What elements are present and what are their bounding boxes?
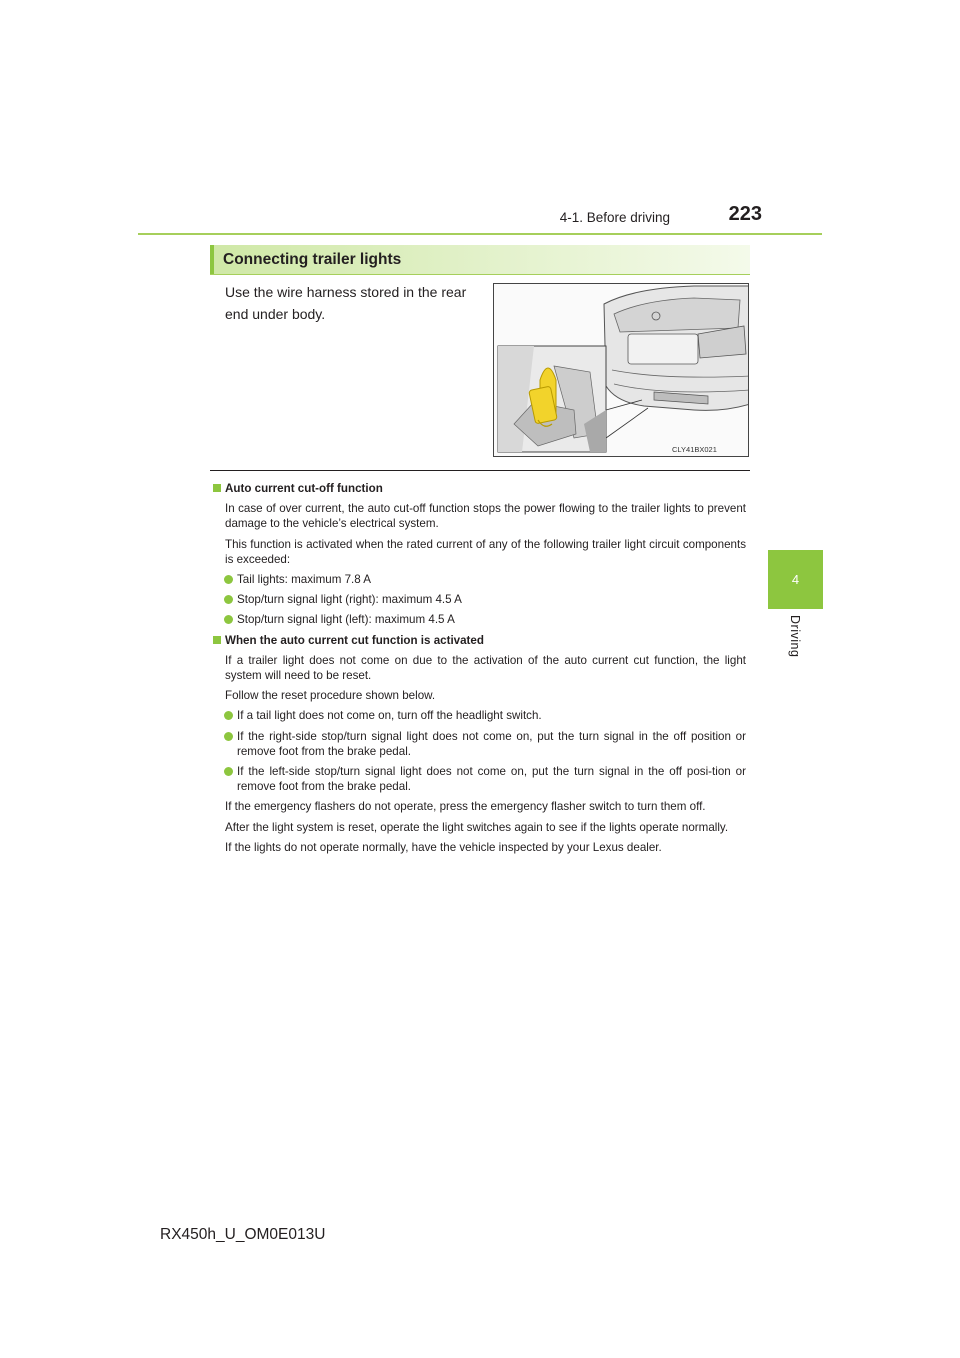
header-rule <box>138 233 822 235</box>
list-item-text: Stop/turn signal light (left): maximum 4.5 A <box>237 613 455 627</box>
list-item <box>210 592 746 607</box>
section-title-bar <box>210 245 750 275</box>
heading-text: Auto current cut-off function <box>225 482 383 495</box>
list-item <box>210 764 746 794</box>
heading-text: When the auto current cut function is activated <box>225 633 484 647</box>
chapter-label <box>768 615 823 675</box>
round-bullet-icon <box>224 615 233 624</box>
title-accent <box>210 245 214 274</box>
round-bullet-icon <box>224 767 233 776</box>
chapter-number: 4 <box>791 572 800 587</box>
list-item-text: If the left-side stop/turn signal light does not come on, put the turn signal in the off posi-tion or remove foot from the brake pedal. <box>237 765 746 794</box>
round-bullet-icon <box>224 711 233 720</box>
paragraph: After the light system is reset, operate the light switches again to see if the lights operate normally. <box>225 820 729 834</box>
header-section-title: 4-1. Before driving <box>559 210 670 225</box>
notes-body <box>210 481 746 860</box>
list-item <box>210 729 746 759</box>
list-item-text: Tail lights: maximum 7.8 A <box>237 573 372 587</box>
section-title: Connecting trailer lights <box>223 251 402 268</box>
page-number: 223 <box>728 203 762 225</box>
trailer-harness-illustration <box>493 283 749 457</box>
manual-code-footer: RX450h_U_OM0E013U <box>160 1226 326 1243</box>
square-bullet-icon <box>213 484 221 492</box>
heading-activated <box>210 633 746 648</box>
chapter-label-text: Driving <box>788 615 802 658</box>
round-bullet-icon <box>224 732 233 741</box>
paragraph: If the lights do not operate normally, have the vehicle inspected by your Lexus dealer. <box>225 840 662 854</box>
paragraph: If a trailer light does not come on due to the activation of the auto current cut function, the light system will need to be reset. <box>225 653 746 683</box>
paragraph: In case of over current, the auto cut-off function stops the power flowing to the trailer lights to prevent damage to the vehicle’s electrical system. <box>225 502 746 531</box>
list-item-text: Stop/turn signal light (right): maximum 4.5 A <box>237 593 462 607</box>
intro-text: Use the wire harness stored in the rear end under body. <box>225 284 467 322</box>
list-item <box>210 612 746 627</box>
list-item <box>210 572 746 587</box>
chapter-tab[interactable] <box>768 550 823 609</box>
paragraph: Follow the reset procedure shown below. <box>225 689 436 703</box>
figure-code: CLY41BX021 <box>672 445 717 454</box>
heading-auto-cutoff <box>210 481 746 496</box>
list-item-text: If a tail light does not come on, turn off the headlight switch. <box>237 709 542 723</box>
square-bullet-icon <box>213 636 221 644</box>
paragraph: This function is activated when the rated current of any of the following trailer light circuit components is exceeded: <box>225 537 746 566</box>
paragraph: If the emergency flashers do not operate, press the emergency flasher switch to turn them off. <box>225 800 706 814</box>
round-bullet-icon <box>224 575 233 584</box>
section-divider <box>210 470 750 471</box>
round-bullet-icon <box>224 595 233 604</box>
list-item <box>210 708 746 723</box>
vehicle-rear-drawing <box>494 284 749 457</box>
list-item-text: If the right-side stop/turn signal light does not come on, put the turn signal in the off position or remove foot from the brake pedal. <box>237 729 746 758</box>
